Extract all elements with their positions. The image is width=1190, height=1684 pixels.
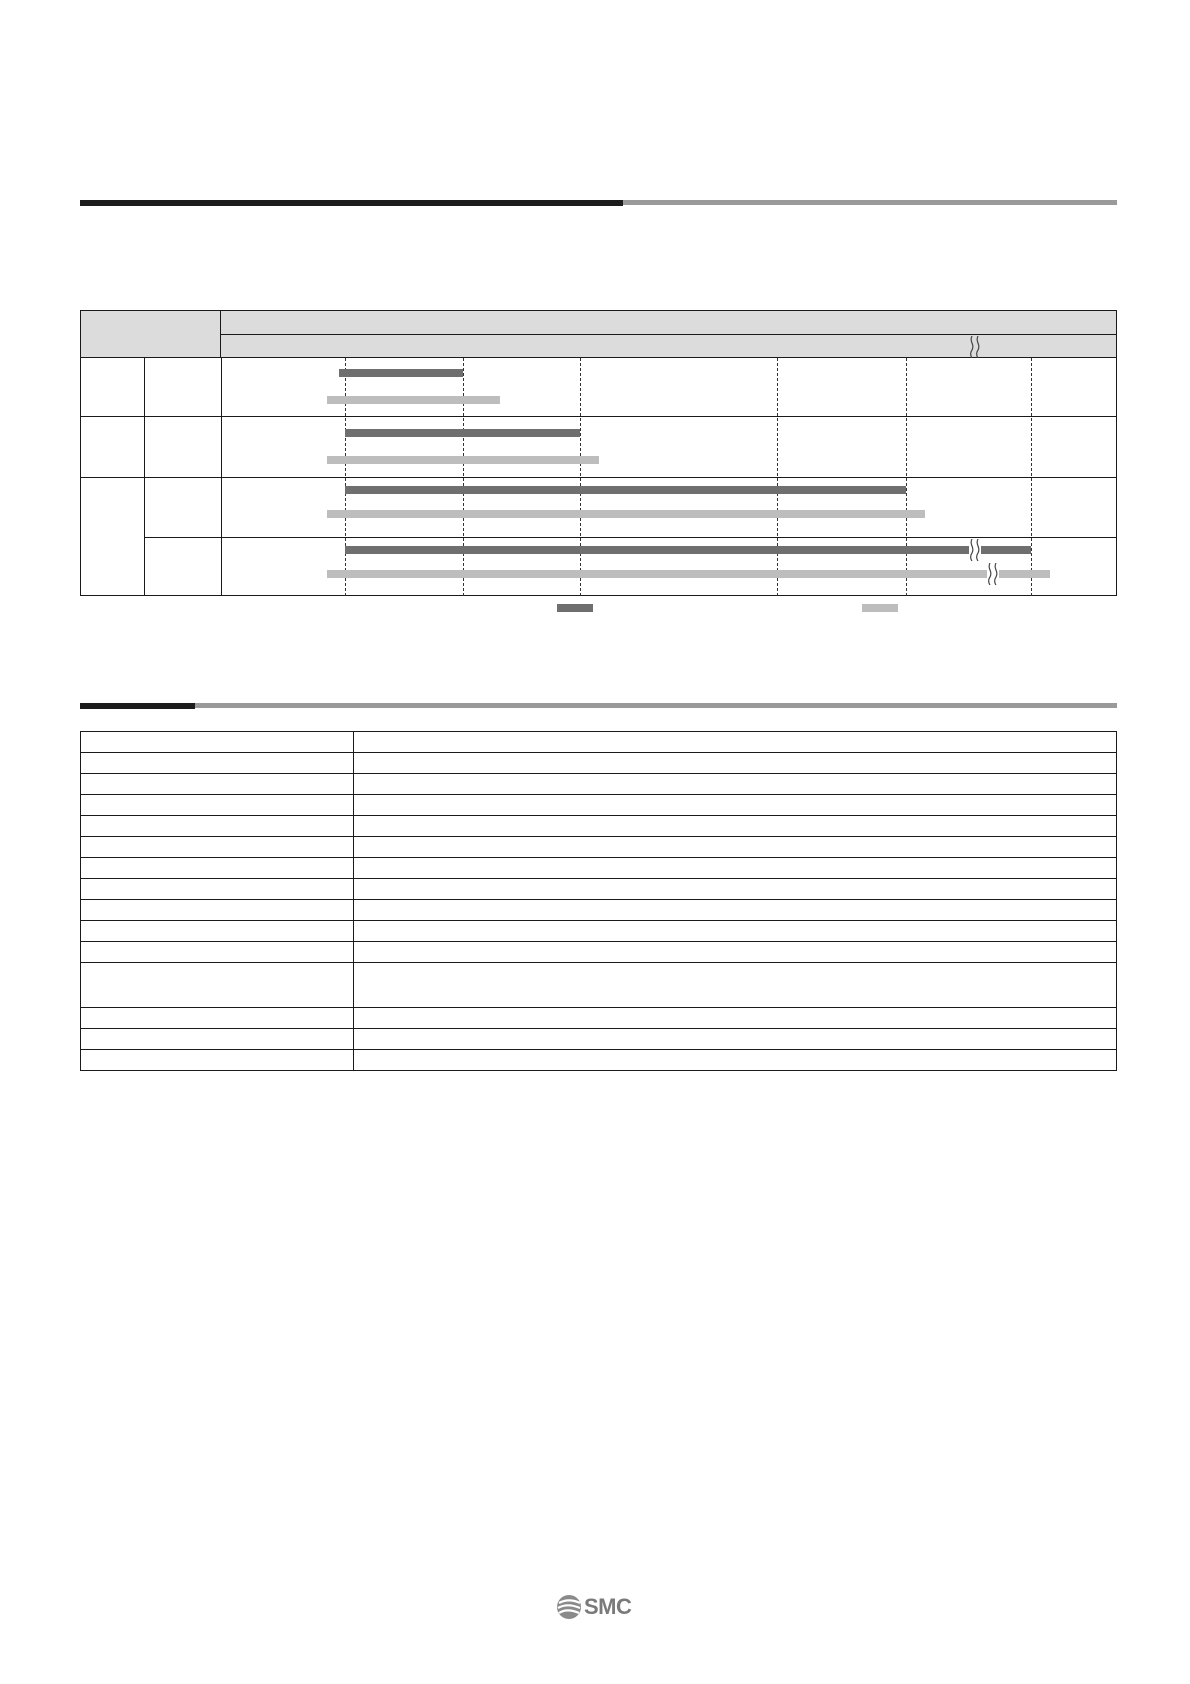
range-chart-table — [80, 310, 1117, 596]
range-bar-light — [327, 396, 500, 404]
spec-key-cell — [81, 795, 354, 816]
range-bar-light — [327, 456, 599, 464]
spec-value-cell — [354, 1050, 1117, 1071]
table-row — [81, 942, 1117, 963]
table-row — [81, 1029, 1117, 1050]
range-bar-dark — [339, 369, 463, 377]
table-row — [81, 879, 1117, 900]
section-rule-light-1 — [623, 200, 1117, 205]
spec-key-cell — [81, 879, 354, 900]
smc-swirl-icon — [556, 1594, 582, 1620]
gridline — [1031, 358, 1032, 596]
spec-value-cell — [354, 837, 1117, 858]
chart-header-top — [221, 311, 1116, 335]
gridline — [906, 358, 907, 596]
table-row — [81, 963, 1117, 1008]
chart-header-corner — [81, 311, 221, 358]
range-bar-light — [327, 570, 1050, 578]
spec-key-cell — [81, 774, 354, 795]
spec-value-cell — [354, 1008, 1117, 1029]
spec-value-cell — [354, 753, 1117, 774]
gridline — [580, 358, 581, 596]
table-row — [81, 732, 1117, 753]
legend-swatch-light — [862, 604, 898, 612]
table-row — [81, 816, 1117, 837]
smc-logo — [556, 1592, 640, 1622]
table-row — [81, 1008, 1117, 1029]
spec-value-cell — [354, 774, 1117, 795]
section-rule-dark-1 — [80, 200, 623, 206]
spec-value-cell — [354, 963, 1117, 1008]
spec-key-cell — [81, 963, 354, 1008]
spec-value-cell — [354, 1029, 1117, 1050]
legend-swatch-dark — [557, 604, 593, 612]
spec-value-cell — [354, 732, 1117, 753]
table-row — [81, 1050, 1117, 1071]
spec-value-cell — [354, 858, 1117, 879]
range-bar-dark — [345, 429, 580, 437]
spec-value-cell — [354, 921, 1117, 942]
spec-key-cell — [81, 753, 354, 774]
table-row — [81, 837, 1117, 858]
axis-break-icon — [987, 563, 999, 585]
spec-key-cell — [81, 837, 354, 858]
row-sep-2 — [81, 477, 1116, 478]
spec-value-cell — [354, 795, 1117, 816]
spec-value-cell — [354, 942, 1117, 963]
table-row — [81, 795, 1117, 816]
gridline — [463, 358, 464, 596]
gridline — [345, 358, 346, 596]
spec-key-cell — [81, 858, 354, 879]
spec-value-cell — [354, 879, 1117, 900]
section-rule-light-2 — [195, 703, 1117, 708]
table-row — [81, 858, 1117, 879]
axis-break-icon — [969, 539, 981, 561]
spec-key-cell — [81, 900, 354, 921]
range-bar-light — [327, 510, 925, 518]
spec-table — [80, 731, 1117, 1071]
spec-value-cell — [354, 816, 1117, 837]
axis-break-icon — [969, 336, 981, 358]
logo-text: SMC — [584, 1594, 632, 1619]
table-row — [81, 774, 1117, 795]
chart-header-scale — [221, 335, 1116, 358]
table-row — [81, 921, 1117, 942]
table-row — [81, 900, 1117, 921]
row-sep-3 — [144, 537, 1116, 538]
table-row — [81, 753, 1117, 774]
range-bar-dark — [345, 546, 1031, 554]
spec-key-cell — [81, 732, 354, 753]
spec-key-cell — [81, 816, 354, 837]
gridline — [777, 358, 778, 596]
row-sep-1 — [81, 416, 1116, 417]
spec-key-cell — [81, 942, 354, 963]
spec-key-cell — [81, 1050, 354, 1071]
spec-value-cell — [354, 900, 1117, 921]
spec-key-cell — [81, 921, 354, 942]
spec-key-cell — [81, 1008, 354, 1029]
section-rule-dark-2 — [80, 703, 195, 709]
spec-key-cell — [81, 1029, 354, 1050]
range-bar-dark — [345, 486, 906, 494]
